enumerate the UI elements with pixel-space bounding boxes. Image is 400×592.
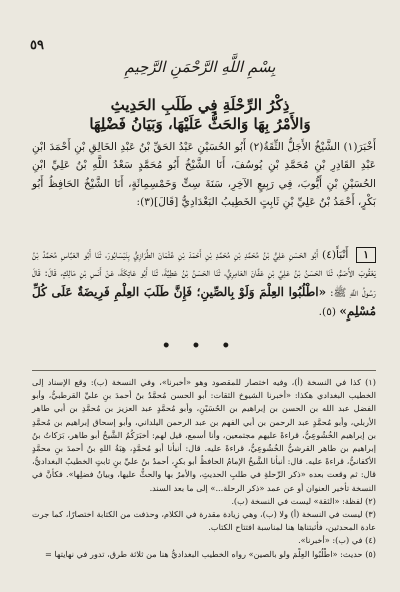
footnote-separator xyxy=(32,370,376,371)
hadith-saying: «اطْلُبُوا العِلْمَ وَلَوْ بِالصِّينِ؛ فَإِنَّ طَلَبَ العِلْمِ فَرِيضَةٌ عَلَى كُلِّ مُسْلِمٍ» xyxy=(32,284,376,319)
hadith-block xyxy=(32,246,376,322)
basmala-calligraphy: بِسْمِ اللَّهِ الرَّحْمَنِ الرَّحِيمِ xyxy=(124,58,276,76)
footnote: (٤) في (ب): «أخبرنا». xyxy=(298,535,376,546)
section-divider-dots: • • • xyxy=(161,338,239,354)
footnote: (٥) حديث: «اطْلُبُوا العِلْمَ ولو بالصين» رواه الخطيب البغداديُّ هنا من ثلاثة طرق، تدور في نهايتها = xyxy=(45,548,376,559)
footnote: (٣) ليست في النسخة (أ) ولا (ب)، وهي زيادة مقدرة في الكلام، وحذفت من الكتابة اختصارًا، كما جرت عادة المحدثين، فأثبتناها هنا لمناسبة افتتاح الكتاب. xyxy=(32,509,376,533)
footnotes xyxy=(32,376,376,561)
hadith-chain: أَنْبَأَ(٤) أَبُو الحَسَنِ عَلِيُّ بْنُ مُحَمَّدِ بْنِ مُحَمَّدِ بْنِ أَحْمَدَ بْنِ عُثْمَانَ الطِّرَازِيُّ بِنَيْسَابُورَ، ثَنَا أَبُو العَبَّاسِ مُحَمَّدُ بْنُ يَعْقُوبَ الأَصَمُّ، ثَنَا الحَسَنُ بْنُ عَلِيِّ بْنِ عَفَّانَ العَامِرِيُّ، ثَنَا الحَسَنُ بْنُ عَطِيَّةَ، ثَنَا أَبُو عَاتِكَةَ، عَنْ أَنَسِ بْنِ مَالِكٍ، قَالَ: xyxy=(32,249,376,280)
isnad-paragraph xyxy=(32,138,376,212)
heading-line-1: ذِكْرُ الرِّحْلَةِ فِي طَلَبِ الحَدِيثِ xyxy=(110,96,290,114)
hadith-number-box: ١ xyxy=(356,247,376,263)
isnad-text: أَخْبَرَ(١) الشَّيْخُ الأَجَلُّ الثِّقَةُ(٢) أَبُو الحُسَيْنِ عَبْدُ الحَقِّ بْنُ عَبْدِ الخَالِقِ بْنِ أَحْمَدَ ابْنِ عَبْدِ القَادِرِ بْنِ مُحَمَّدِ بْنِ يُوسُفَ، أَنَا الشَّيْخُ أَبُو مُحَمَّدٍ سَعْدُ اللَّهِ بْنُ عَلِيِّ ابْنِ الحُسَيْنِ بْنِ أَيُّوبَ، فِي رَبِيعٍ الآخِرِ، سَنَةَ سِتٍّ وَخَمْسِمِائَةٍ، أَنَا الشَّيْخُ الحَافِظُ أَبُو بَكْرٍ، أَحْمَدُ بْنُ عَلِيِّ بْنِ ثَابِتٍ الخَطِيبُ البَغْدَادِيُّ [قَالَ](٣): xyxy=(32,141,376,209)
heading-line-2: وَالأَمْرُ بِهَا وَالحَثُّ عَلَيْهَا، وَبَيَانُ فَضْلِهَا xyxy=(89,115,311,133)
footnote: (٢) لفظة: «الثقة» ليست في النسخة (ب). xyxy=(231,495,376,506)
hadith-saying-ref: (٥). xyxy=(318,306,337,319)
hadith-saying-intro: قَالَ رَسُولُ اللَّهِ ﷺ: xyxy=(32,267,376,299)
chapter-heading xyxy=(40,96,360,134)
page-number: ٥٩ xyxy=(30,38,44,53)
footnote: (١) كذا في النسخة (أ)، وفيه اختصار للمقصود وهو «أخبرنا»، وفي النسخة (ب): وقع الإسناد إلى الخطيب البغدادي هكذا: «أخبرنا الشيوخ الثقات: أبو الحسن مُحمَّدُ بنُ أحمدَ بنِ عليِّ القرطبيُّ، وأبو الفضل عبد الله بن الحسن بن إبراهيم بن الحُسَيْنِ، وأبو مُحمَّدٍ عبد العزيز بن مُحمَّدِ بن أبي طاهر الأربلي، وأبو مُحمَّدٍ عبد الرحمن بن أبي الفهم بن عبد الرحمن اليلداني، وأبو إسحاق إبراهيم بن مُحمَّدِ بن إبراهيم الخُشُوعِيُّ، قراءةً عليهم مجتمعين، وأنا أسمع، قيل لهم: أخبَرَكُمُ الشَّيخُ أبو طاهر، بَرَكاتُ بنُ إبراهيم بن طاهر القرشيُّ الخُشُوعِيُّ، قراءةً عليه. قال: أنبأنا أبو مُحمَّدٍ، هِبَةُ اللهِ بنُ أحمدَ بنِ محمَّدٍ الأكفانيُّ، قراءةً عليه. قال: أنبأنا الشَّيخُ الإمامُ الحافظُ أبو بكرٍ، أحمدُ بنُ عليِّ بنِ ثابتٍ الخطيبُ البغداديُّ، قال: ثم وقعت بعده «ذكر الرِّحلةِ في طلبِ الحديثِ، والأمرُ بها والحثُّ عليها، وبيانُ فضلِها». فكأنَّ في النسخة تأخير العنوان أو عن عمد «ذكر الرحلة...» إلى ما بعد السند. xyxy=(32,377,376,493)
